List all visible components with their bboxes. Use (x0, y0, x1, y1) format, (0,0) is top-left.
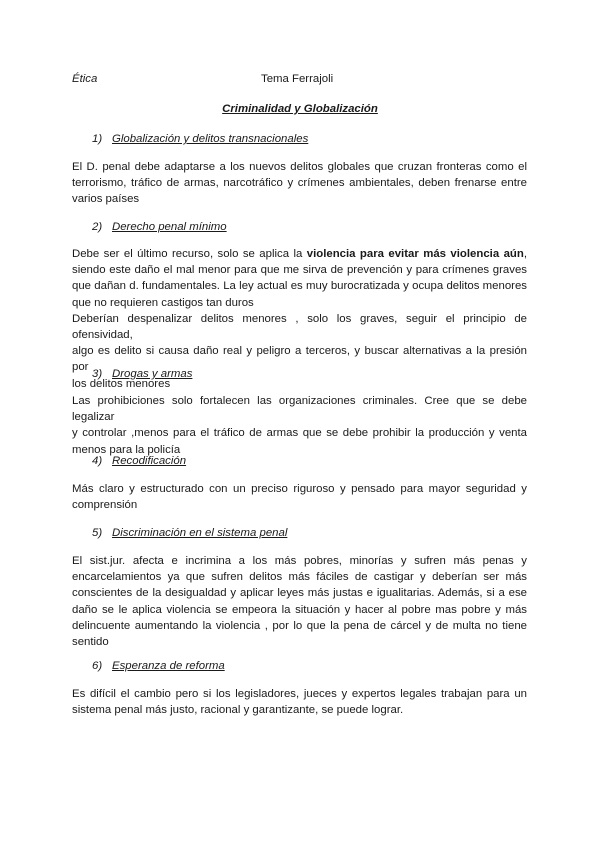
section-title: Globalización y delitos transnacionales (112, 133, 309, 145)
emphasized-text: violencia para evitar más violencia aún (306, 248, 524, 260)
paragraph-line: comprensión (72, 499, 138, 512)
document-title: Criminalidad y Globalización (222, 103, 378, 115)
section-heading-2 (92, 219, 227, 235)
section-title: Discriminación en el sistema penal (112, 527, 288, 539)
section-number: 1) (92, 133, 103, 145)
paragraph-line: Es difícil el cambio pero si los legisladores, jueces y expertos legales trabajan para un (72, 688, 527, 700)
section-title: Recodificación (112, 455, 187, 467)
paragraph-line: daño se le aplica violencia se empeora la situación y hacer al pobre mas pobre y más (72, 603, 527, 616)
course-label: Ética (72, 73, 98, 85)
section-paragraph-4 (72, 481, 527, 513)
paragraph-line: Las prohibiciones solo fortalecen las organizaciones criminales. Cree que se debe legalizar (72, 395, 527, 424)
section-number: 2) (92, 221, 103, 233)
document-header (72, 71, 528, 87)
section-heading-4 (92, 453, 186, 469)
section-title: Esperanza de reforma (112, 660, 225, 672)
paragraph-line: sentido (72, 636, 109, 649)
paragraph-line: que dañan d. fundamentales. La ley actual es muy burocratizada y ocupa delitos menores (72, 280, 527, 293)
section-heading-6 (92, 658, 225, 674)
paragraph-line: conscientes de la desigualdad y aplicar leyes más justas e igualitarias. Además, si a ese (72, 587, 527, 600)
paragraph-line: Deberían despenalizar delitos menores , solo los graves, seguir el principio de ofensividad, (72, 312, 527, 342)
text-run: Debe ser el último recurso, solo se aplica la (72, 248, 307, 260)
paragraph-line: sistema penal más justo, racional y garantizante, se puede lograr. (72, 704, 404, 717)
paragraph-line: El D. penal debe adaptarse a los nuevos delitos globales que cruzan fronteras como el (72, 161, 527, 173)
paragraph-line: algo es delito si causa daño real y peligro a terceros, y buscar alternativas a la presión por (72, 345, 527, 374)
paragraph-line: y controlar ,menos para el tráfico de armas que se debe prohibir la producción y venta (72, 427, 527, 440)
section-paragraph-1 (72, 159, 527, 208)
section-title: Derecho penal mínimo (112, 221, 227, 233)
paragraph-line: menos para la policía (72, 443, 181, 456)
paragraph-line: terrorismo, tráfico de armas, narcotráfico y crímenes ambientales, deben frenarse entre (72, 177, 527, 190)
section-heading-5 (92, 525, 287, 541)
paragraph-line (72, 246, 527, 262)
paragraph-line: delincuente aumentando la violencia , por lo que la pena de cárcel y de multa no tiene (72, 619, 527, 632)
section-number: 6) (92, 660, 103, 672)
section-paragraph-5 (72, 553, 527, 650)
section-heading-3 (92, 366, 192, 382)
section-title: Drogas y armas (112, 368, 193, 380)
section-number: 3) (92, 368, 103, 380)
paragraph-line: varios países (72, 193, 140, 206)
paragraph-line: encarcelamientos ya que sufren delitos más fáciles de castigar y deberían ser más (72, 571, 527, 584)
section-number: 4) (92, 455, 103, 467)
paragraph-line: los delitos menores (72, 377, 171, 390)
paragraph-line: Más claro y estructurado con un preciso riguroso y pensado para mayor seguridad y (72, 483, 527, 495)
paragraph-line: El sist.jur. afecta e incrimina a los más pobres, minorías y sufren más penas y (72, 555, 527, 567)
topic-label: Tema Ferrajoli (261, 73, 334, 85)
section-paragraph-3 (72, 393, 527, 458)
text-run: , (523, 248, 527, 260)
section-paragraph-6 (72, 686, 527, 718)
paragraph-line: que no requieren castigos tan duros (72, 296, 254, 309)
paragraph-line: siendo este daño el mal menor para que me sirva de prevención y para crímenes graves (72, 264, 527, 277)
section-heading-1 (92, 131, 308, 147)
section-number: 5) (92, 527, 103, 539)
